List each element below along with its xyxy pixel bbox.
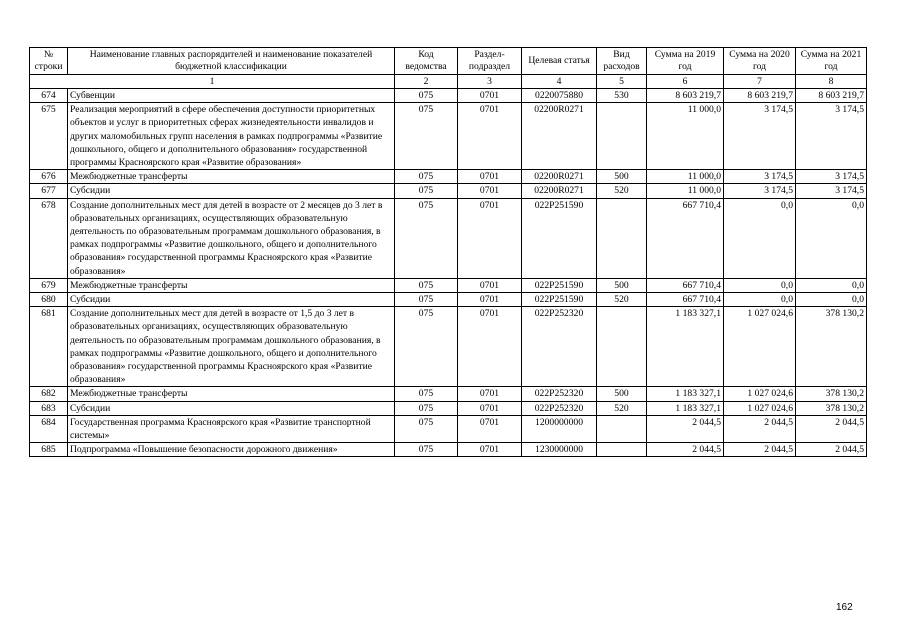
cell-sum-2019: 11 000,0 xyxy=(647,103,724,170)
cell-sum-2019: 667 710,4 xyxy=(647,293,724,307)
cell-row-number: 675 xyxy=(30,103,68,170)
budget-table xyxy=(29,47,867,457)
cell-department-code: 075 xyxy=(395,387,458,401)
cell-name: Подпрограмма «Повышение безопасности дорожного движения» xyxy=(68,443,395,457)
column-number: 6 xyxy=(647,75,724,89)
table-row xyxy=(30,170,867,184)
cell-name: Реализация мероприятий в сфере обеспечения доступности приоритетных объектов и услуг в приоритетных сферах жизнедеятельности инвалидов и других маломобильных групп населения в рамках подпрограммы «Развитие дошкольного, общего и дополнительного образования» государственной программы Красноярского края «Развитие образования» xyxy=(68,103,395,170)
cell-section: 0701 xyxy=(458,293,522,307)
cell-expense-type: 500 xyxy=(597,278,647,292)
cell-target-article: 022P252320 xyxy=(522,387,597,401)
cell-sum-2020: 8 603 219,7 xyxy=(724,89,796,103)
cell-row-number: 683 xyxy=(30,401,68,415)
cell-sum-2021: 0,0 xyxy=(796,293,867,307)
cell-sum-2019: 11 000,0 xyxy=(647,184,724,198)
cell-name: Субвенции xyxy=(68,89,395,103)
cell-target-article: 022P252320 xyxy=(522,307,597,387)
cell-department-code: 075 xyxy=(395,415,458,442)
header-expense-type: Вид расходов xyxy=(597,48,647,75)
cell-sum-2021: 378 130,2 xyxy=(796,401,867,415)
cell-section: 0701 xyxy=(458,443,522,457)
cell-section: 0701 xyxy=(458,278,522,292)
header-sum-2021: Сумма на 2021 год xyxy=(796,48,867,75)
cell-target-article: 1230000000 xyxy=(522,443,597,457)
cell-department-code: 075 xyxy=(395,170,458,184)
cell-department-code: 075 xyxy=(395,293,458,307)
cell-expense-type: 500 xyxy=(597,170,647,184)
cell-sum-2019: 1 183 327,1 xyxy=(647,307,724,387)
cell-target-article: 022P251590 xyxy=(522,278,597,292)
cell-sum-2020: 2 044,5 xyxy=(724,415,796,442)
cell-row-number: 677 xyxy=(30,184,68,198)
table-row xyxy=(30,307,867,387)
header-row xyxy=(30,48,867,75)
cell-row-number: 682 xyxy=(30,387,68,401)
cell-sum-2019: 667 710,4 xyxy=(647,278,724,292)
cell-sum-2020: 1 027 024,6 xyxy=(724,387,796,401)
cell-sum-2020: 0,0 xyxy=(724,198,796,278)
cell-sum-2020: 3 174,5 xyxy=(724,170,796,184)
cell-target-article: 02200R0271 xyxy=(522,184,597,198)
cell-sum-2020: 0,0 xyxy=(724,278,796,292)
cell-sum-2019: 2 044,5 xyxy=(647,443,724,457)
cell-sum-2019: 2 044,5 xyxy=(647,415,724,442)
cell-target-article: 02200R0271 xyxy=(522,170,597,184)
cell-sum-2019: 1 183 327,1 xyxy=(647,387,724,401)
cell-target-article: 02200R0271 xyxy=(522,103,597,170)
cell-sum-2019: 8 603 219,7 xyxy=(647,89,724,103)
cell-department-code: 075 xyxy=(395,103,458,170)
cell-expense-type xyxy=(597,198,647,278)
cell-sum-2020: 1 027 024,6 xyxy=(724,401,796,415)
cell-department-code: 075 xyxy=(395,443,458,457)
cell-department-code: 075 xyxy=(395,184,458,198)
table-row xyxy=(30,443,867,457)
table-row xyxy=(30,184,867,198)
cell-expense-type: 520 xyxy=(597,293,647,307)
cell-sum-2021: 0,0 xyxy=(796,278,867,292)
cell-name: Субсидии xyxy=(68,401,395,415)
cell-target-article: 0220075880 xyxy=(522,89,597,103)
cell-target-article: 1200000000 xyxy=(522,415,597,442)
table-row xyxy=(30,401,867,415)
cell-section: 0701 xyxy=(458,307,522,387)
cell-expense-type: 520 xyxy=(597,401,647,415)
header-target-article: Целевая статья xyxy=(522,48,597,75)
table-row xyxy=(30,89,867,103)
cell-sum-2021: 8 603 219,7 xyxy=(796,89,867,103)
cell-department-code: 075 xyxy=(395,307,458,387)
cell-sum-2020: 2 044,5 xyxy=(724,443,796,457)
cell-target-article: 022P251590 xyxy=(522,293,597,307)
cell-sum-2020: 3 174,5 xyxy=(724,103,796,170)
table-row xyxy=(30,278,867,292)
cell-sum-2020: 3 174,5 xyxy=(724,184,796,198)
cell-expense-type: 520 xyxy=(597,184,647,198)
table-row xyxy=(30,415,867,442)
cell-row-number: 681 xyxy=(30,307,68,387)
cell-department-code: 075 xyxy=(395,89,458,103)
header-name: Наименование главных распорядителей и наименование показателей бюджетной классификации xyxy=(68,48,395,75)
cell-department-code: 075 xyxy=(395,198,458,278)
cell-row-number: 684 xyxy=(30,415,68,442)
cell-sum-2019: 11 000,0 xyxy=(647,170,724,184)
column-number: 5 xyxy=(597,75,647,89)
cell-expense-type: 500 xyxy=(597,387,647,401)
cell-target-article: 022P251590 xyxy=(522,198,597,278)
header-section: Раздел-подраздел xyxy=(458,48,522,75)
header-sum-2019: Сумма на 2019 год xyxy=(647,48,724,75)
cell-section: 0701 xyxy=(458,387,522,401)
cell-name: Субсидии xyxy=(68,293,395,307)
column-number: 2 xyxy=(395,75,458,89)
header-sum-2020: Сумма на 2020 год xyxy=(724,48,796,75)
cell-section: 0701 xyxy=(458,103,522,170)
cell-name: Создание дополнительных мест для детей в возрасте от 1,5 до 3 лет в образовательных организациях, осуществляющих образовательную деятельность по образовательным программам дошкольного образования, в рамках подпрограммы «Развитие дошкольного, общего и дополнительного образования» государственной программы Красноярского края «Развитие образования» xyxy=(68,307,395,387)
cell-sum-2021: 3 174,5 xyxy=(796,103,867,170)
column-number: 4 xyxy=(522,75,597,89)
table-body xyxy=(30,89,867,457)
cell-name: Межбюджетные трансферты xyxy=(68,387,395,401)
cell-sum-2021: 3 174,5 xyxy=(796,184,867,198)
cell-name: Межбюджетные трансферты xyxy=(68,170,395,184)
column-number: 7 xyxy=(724,75,796,89)
cell-section: 0701 xyxy=(458,401,522,415)
header-row-number: № строки xyxy=(30,48,68,75)
cell-expense-type xyxy=(597,415,647,442)
cell-sum-2020: 0,0 xyxy=(724,293,796,307)
column-number: 3 xyxy=(458,75,522,89)
cell-row-number: 678 xyxy=(30,198,68,278)
cell-row-number: 679 xyxy=(30,278,68,292)
cell-name: Межбюджетные трансферты xyxy=(68,278,395,292)
cell-section: 0701 xyxy=(458,415,522,442)
cell-section: 0701 xyxy=(458,89,522,103)
table-row xyxy=(30,198,867,278)
cell-sum-2019: 667 710,4 xyxy=(647,198,724,278)
cell-department-code: 075 xyxy=(395,401,458,415)
cell-sum-2021: 3 174,5 xyxy=(796,170,867,184)
cell-row-number: 674 xyxy=(30,89,68,103)
cell-row-number: 676 xyxy=(30,170,68,184)
page-number: 162 xyxy=(836,602,853,613)
table-row xyxy=(30,103,867,170)
cell-section: 0701 xyxy=(458,198,522,278)
cell-sum-2021: 2 044,5 xyxy=(796,415,867,442)
cell-section: 0701 xyxy=(458,170,522,184)
header-department-code: Код ведомства xyxy=(395,48,458,75)
cell-sum-2021: 2 044,5 xyxy=(796,443,867,457)
table-row xyxy=(30,293,867,307)
cell-department-code: 075 xyxy=(395,278,458,292)
cell-expense-type: 530 xyxy=(597,89,647,103)
cell-sum-2021: 378 130,2 xyxy=(796,387,867,401)
cell-expense-type xyxy=(597,103,647,170)
cell-name: Создание дополнительных мест для детей в возрасте от 2 месяцев до 3 лет в образовательных организациях, осуществляющих образовательную деятельность по образовательным программам дошкольного образования, в рамках подпрограммы «Развитие дошкольного, общего и дополнительного образования» государственной программы Красноярского края «Развитие образования» xyxy=(68,198,395,278)
table-row xyxy=(30,387,867,401)
cell-name: Государственная программа Красноярского края «Развитие транспортной системы» xyxy=(68,415,395,442)
cell-row-number: 685 xyxy=(30,443,68,457)
column-number: 1 xyxy=(30,75,395,89)
cell-sum-2021: 378 130,2 xyxy=(796,307,867,387)
cell-expense-type xyxy=(597,443,647,457)
cell-expense-type xyxy=(597,307,647,387)
cell-name: Субсидии xyxy=(68,184,395,198)
cell-target-article: 022P252320 xyxy=(522,401,597,415)
column-number: 8 xyxy=(796,75,867,89)
cell-row-number: 680 xyxy=(30,293,68,307)
cell-section: 0701 xyxy=(458,184,522,198)
cell-sum-2021: 0,0 xyxy=(796,198,867,278)
cell-sum-2020: 1 027 024,6 xyxy=(724,307,796,387)
column-number-row xyxy=(30,75,867,89)
cell-sum-2019: 1 183 327,1 xyxy=(647,401,724,415)
